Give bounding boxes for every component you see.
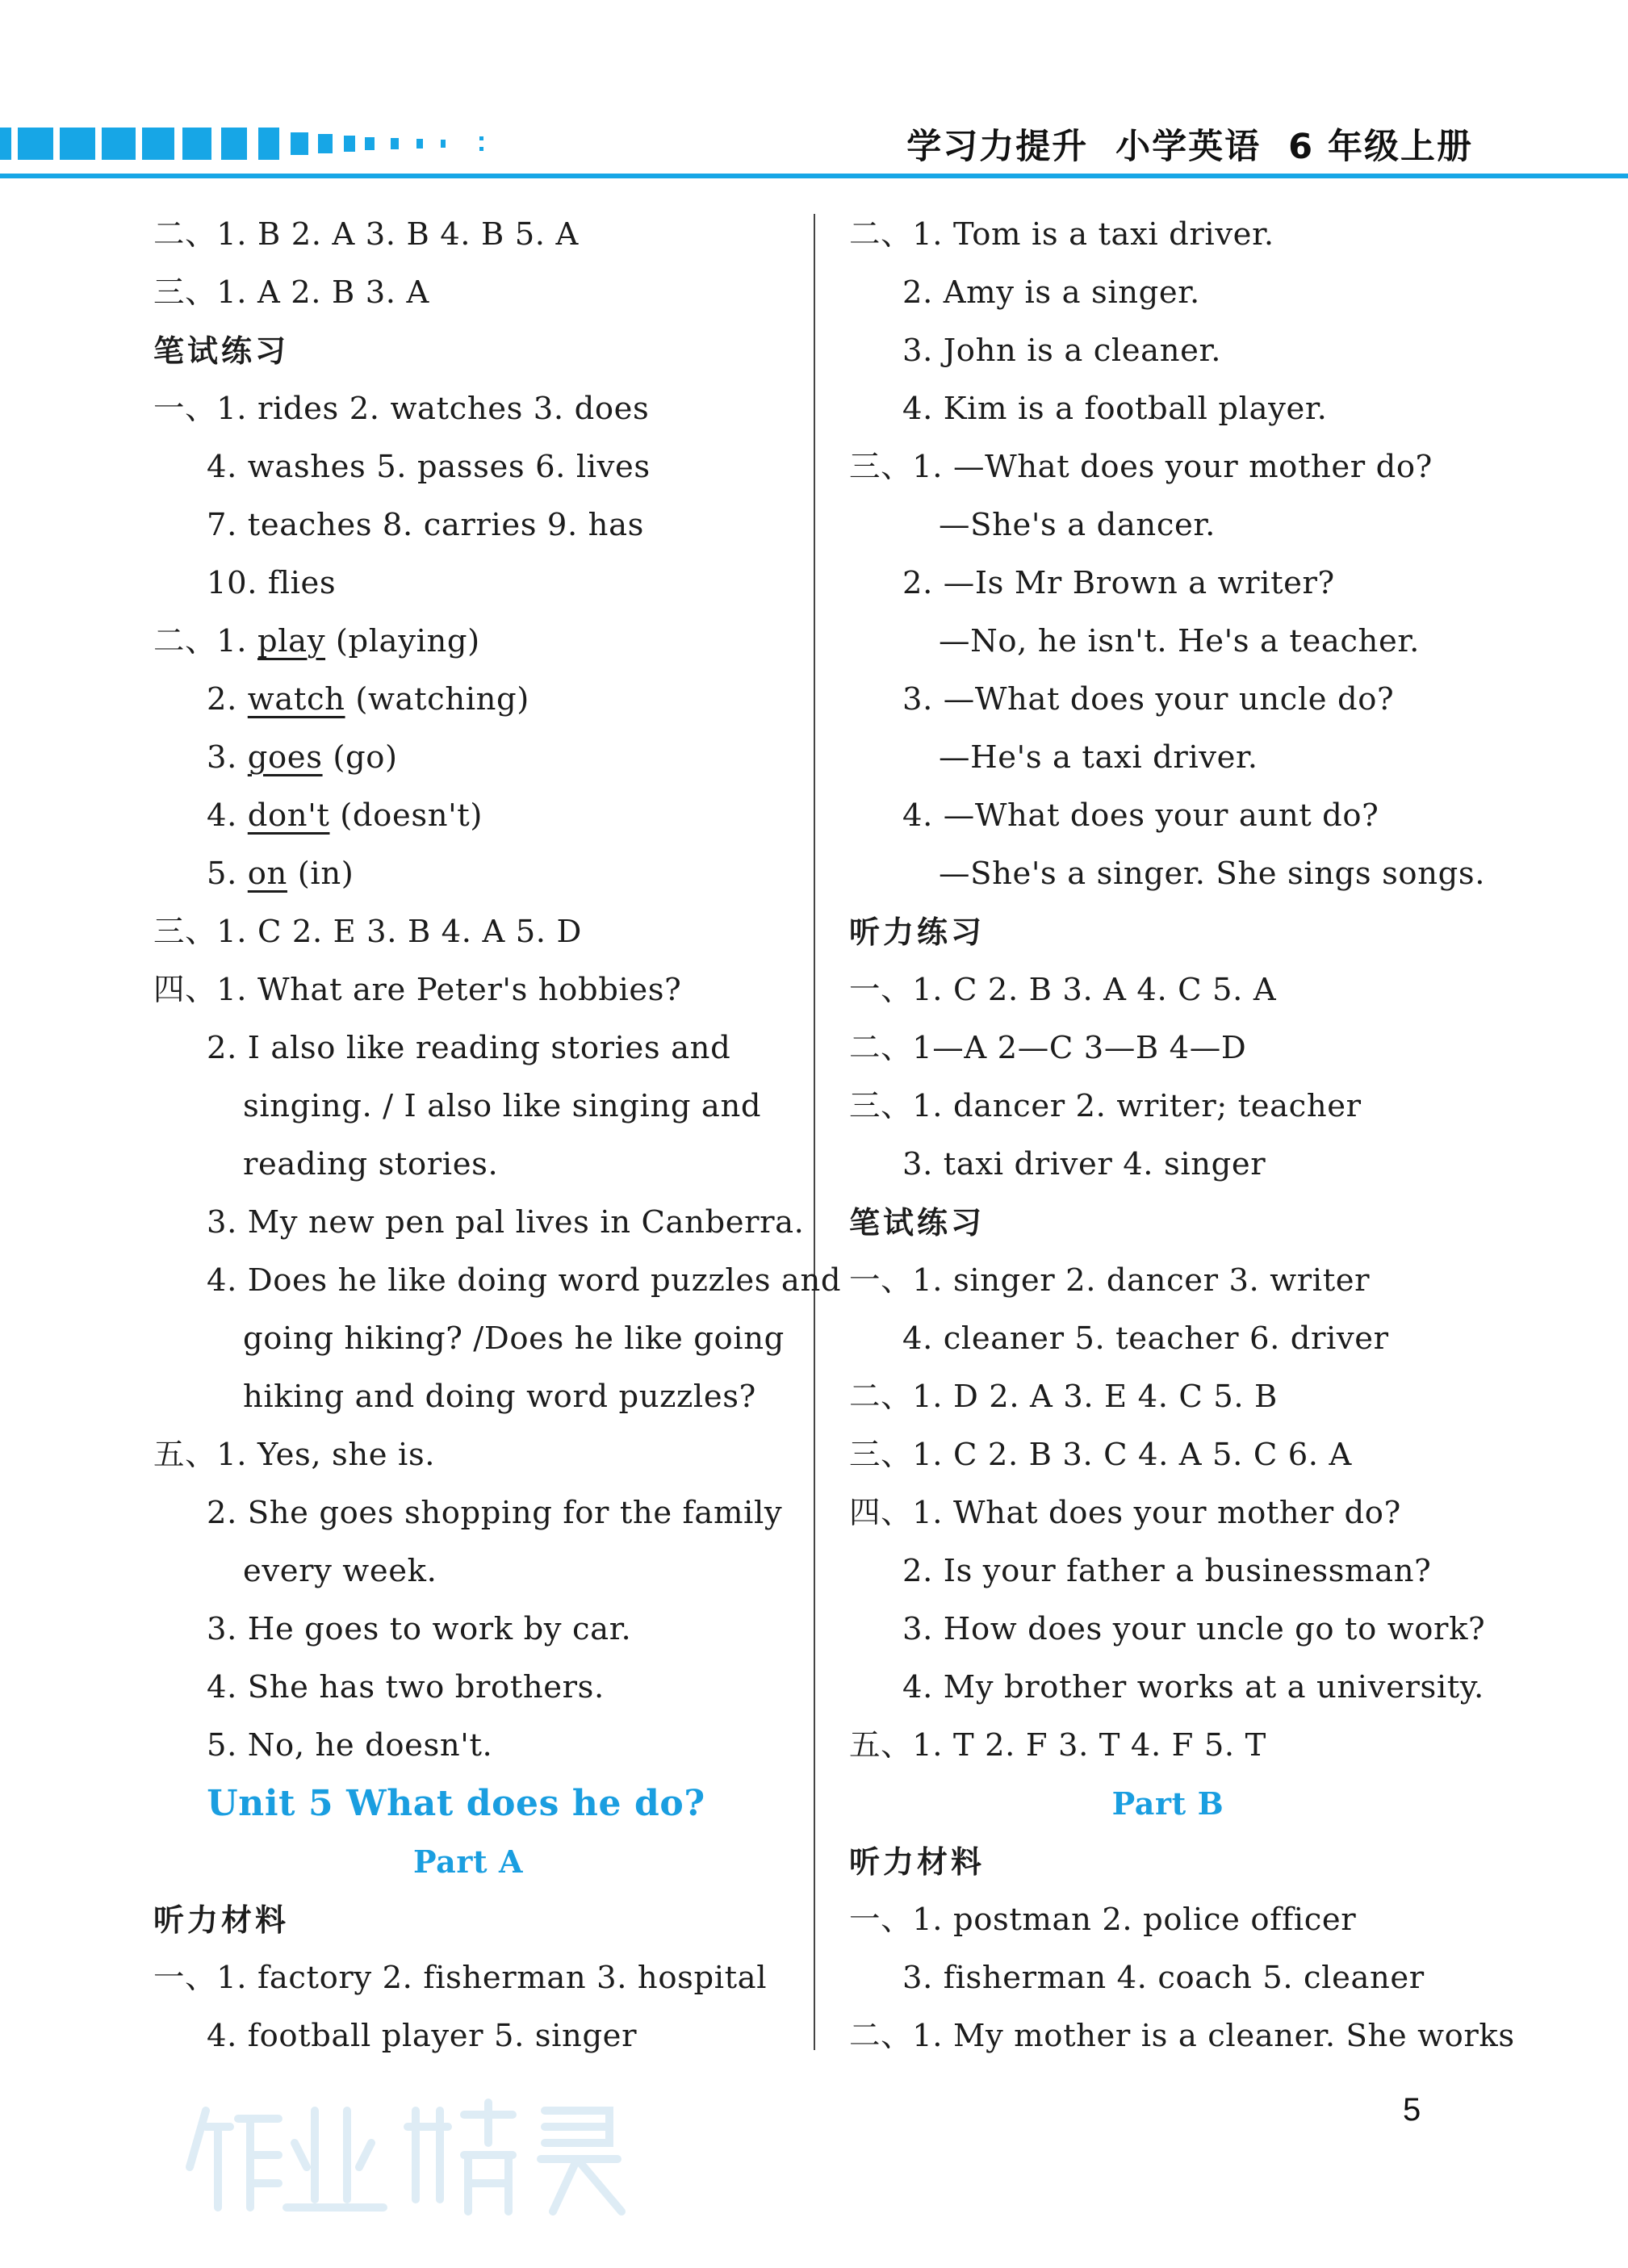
answer-line: 3. —What does your uncle do? — [902, 681, 1395, 718]
answer-line: 2. She goes shopping for the family — [207, 1495, 783, 1531]
unit-title: Unit 5 What does he do? — [207, 1783, 705, 1824]
answer-correction: (go) — [322, 739, 398, 776]
answer-line: 2. Is your father a businessman? — [902, 1553, 1432, 1589]
section-heading: 听力材料 — [849, 1844, 986, 1880]
answer-prefix: 二、1. — [153, 623, 257, 659]
answer-line: reading stories. — [243, 1146, 499, 1182]
answer-correction: (watching) — [345, 681, 529, 718]
part-title: Part B — [1111, 1785, 1224, 1822]
answer-line: 一、1. rides 2. watches 3. does — [153, 391, 650, 427]
answer-line: 四、1. What does your mother do? — [849, 1495, 1401, 1531]
answer-correction: (doesn't) — [329, 797, 483, 834]
section-heading: 听力练习 — [849, 914, 986, 950]
answer-line: 4. Kim is a football player. — [902, 391, 1328, 427]
answer-line: 2. —Is Mr Brown a writer? — [902, 565, 1335, 601]
answer-line: hiking and doing word puzzles? — [243, 1379, 756, 1415]
answer-line: 三、1. —What does your mother do? — [849, 449, 1433, 485]
answer-correction: (playing) — [325, 623, 480, 659]
answer-line: 3. John is a cleaner. — [902, 333, 1222, 369]
answer-line: 一、1. postman 2. police officer — [849, 1902, 1357, 1938]
answer-line: 3. taxi driver 4. singer — [902, 1146, 1266, 1182]
answer-line: 3. He goes to work by car. — [207, 1611, 632, 1647]
answer-line: 三、1. C 2. B 3. C 4. A 5. C 6. A — [849, 1437, 1352, 1473]
answer-line: 三、1. C 2. E 3. B 4. A 5. D — [153, 914, 582, 950]
answer-line: every week. — [243, 1553, 437, 1589]
answer-line — [153, 845, 783, 903]
underlined-word: don't — [247, 797, 330, 834]
column-divider — [814, 214, 815, 2050]
answer-line: 4. football player 5. singer — [207, 2018, 638, 2054]
answer-line: 4. washes 5. passes 6. lives — [207, 449, 651, 485]
answer-line: 4. My brother works at a university. — [902, 1669, 1484, 1705]
answer-line: 4. Does he like doing word puzzles and — [207, 1262, 842, 1299]
answer-line: 二、1. My mother is a cleaner. She works — [849, 2018, 1515, 2054]
answer-line: 5. No, he doesn't. — [207, 1727, 493, 1764]
answer-line: 2. Amy is a singer. — [902, 274, 1200, 311]
answer-line — [153, 787, 783, 845]
answer-prefix: 2. — [207, 681, 248, 718]
answer-line: —He's a taxi driver. — [939, 739, 1258, 776]
answer-line: 二、1—A 2—C 3—B 4—D — [849, 1030, 1247, 1066]
page-header — [0, 0, 1628, 186]
section-heading: 笔试练习 — [849, 1205, 986, 1241]
answer-prefix: 3. — [207, 739, 248, 776]
answer-line: 3. How does your uncle go to work? — [902, 1611, 1486, 1647]
answer-line: going hiking? /Does he like going — [243, 1320, 785, 1357]
section-heading: 笔试练习 — [153, 333, 290, 369]
answer-line: 3. fisherman 4. coach 5. cleaner — [902, 1960, 1425, 1996]
answer-line — [153, 613, 783, 671]
underlined-word: on — [247, 856, 287, 892]
answer-line: 4. cleaner 5. teacher 6. driver — [902, 1320, 1389, 1357]
answer-prefix: 4. — [207, 797, 248, 834]
header-title: 学习力提升 小学英语 6 年级上册 — [906, 127, 1473, 167]
answer-line: 4. She has two brothers. — [207, 1669, 605, 1705]
answer-line: —She's a dancer. — [939, 507, 1216, 543]
answer-line: —No, he isn't. He's a teacher. — [939, 623, 1420, 659]
underlined-word: watch — [247, 681, 345, 718]
answer-line: 2. I also like reading stories and — [207, 1030, 731, 1066]
watermark-logo-icon — [174, 2078, 642, 2228]
answer-line: 五、1. Yes, she is. — [153, 1437, 436, 1473]
answer-correction: (in) — [287, 856, 354, 892]
underlined-word: play — [257, 623, 326, 659]
answer-line: —She's a singer. She sings songs. — [939, 856, 1486, 892]
answer-line: 7. teaches 8. carries 9. has — [207, 507, 644, 543]
answer-line: 3. My new pen pal lives in Canberra. — [207, 1204, 805, 1241]
answer-prefix: 5. — [207, 856, 248, 892]
answer-line: 一、1. factory 2. fisherman 3. hospital — [153, 1960, 768, 1996]
answer-line: 四、1. What are Peter's hobbies? — [153, 972, 682, 1008]
header-rule — [0, 174, 1628, 178]
answer-line: 一、1. singer 2. dancer 3. writer — [849, 1262, 1371, 1299]
part-title: Part A — [412, 1843, 524, 1880]
answer-line — [153, 671, 783, 729]
answer-line: 一、1. C 2. B 3. A 4. C 5. A — [849, 972, 1277, 1008]
answer-line — [153, 729, 783, 787]
answer-line: 五、1. T 2. F 3. T 4. F 5. T — [849, 1727, 1266, 1764]
answer-line: 4. —What does your aunt do? — [902, 797, 1379, 834]
answer-line: 三、1. A 2. B 3. A — [153, 274, 429, 311]
page-number: 5 — [1403, 2092, 1421, 2128]
answer-line: 二、1. B 2. A 3. B 4. B 5. A — [153, 216, 579, 253]
answer-line: 二、1. Tom is a taxi driver. — [849, 216, 1274, 253]
section-heading: 听力材料 — [153, 1902, 290, 1938]
answer-line: 三、1. dancer 2. writer; teacher — [849, 1088, 1362, 1124]
answer-line: 10. flies — [207, 565, 337, 601]
answer-line: singing. / I also like singing and — [243, 1088, 762, 1124]
left-column — [153, 206, 842, 2065]
answer-line: 二、1. D 2. A 3. E 4. C 5. B — [849, 1379, 1278, 1415]
right-column — [849, 206, 1515, 2065]
underlined-word: goes — [247, 739, 323, 776]
